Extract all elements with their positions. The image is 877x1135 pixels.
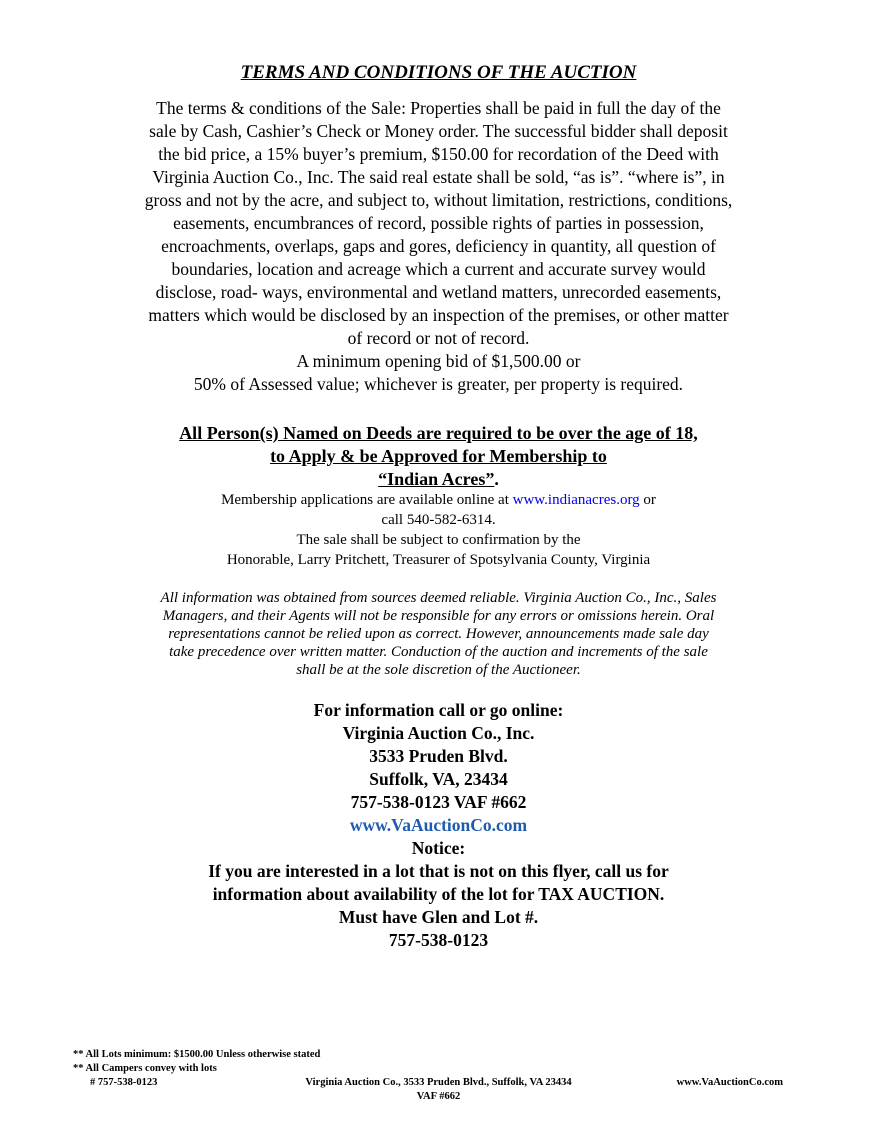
contact-lines (60, 699, 817, 814)
notice-lines (60, 860, 817, 952)
text-line: easements, encumbrances of record, possible rights of parties in possession, (173, 213, 704, 233)
indianacres-link[interactable]: www.indianacres.org (512, 492, 640, 508)
text-line: 757-538-0123 VAF #662 (350, 792, 527, 812)
indian-acres-label: “Indian Acres” (378, 469, 495, 489)
text-line: take precedence over written matter. Conduction of the auction and increments of the sale (169, 644, 708, 660)
text-line: gross and not by the acre, and subject to, without limitation, restrictions, conditions, (144, 190, 733, 210)
text-line: A minimum opening bid of $1,500.00 or (296, 351, 581, 371)
footer-phone: # 757-538-0123 (90, 1077, 158, 1088)
text-line: shall be at the sole discretion of the Auctioneer. (296, 662, 581, 678)
disclaimer-paragraph (60, 589, 817, 679)
text-line: of record or not of record. (347, 328, 530, 348)
footer-website: www.VaAuctionCo.com (676, 1077, 783, 1088)
confirmation-line: The sale shall be subject to confirmation by the (296, 532, 581, 548)
text-line: For information call or go online: (313, 700, 564, 720)
text-line: disclose, road- ways, environmental and wetland matters, unrecorded easements, (155, 282, 722, 302)
text-line: Managers, and their Agents will not be responsible for any errors or omissions herein. Oral (162, 608, 715, 624)
footer-address: Virginia Auction Co., 3533 Pruden Blvd., Suffolk, VA 23434 (305, 1077, 572, 1088)
heading-line-1: All Person(s) Named on Deeds are required to be over the age of 18, (179, 423, 698, 443)
text-line: All information was obtained from sources deemed reliable. Virginia Auction Co., Inc., Sales (160, 590, 717, 606)
membership-applications-line (60, 490, 817, 510)
text-line: 50% of Assessed value; whichever is greater, per property is required. (193, 374, 684, 394)
terms-paragraph (60, 97, 817, 396)
text-line: sale by Cash, Cashier’s Check or Money order. The successful bidder shall deposit (149, 121, 728, 141)
page-title: TERMS AND CONDITIONS OF THE AUCTION (240, 62, 637, 83)
text-line: The terms & conditions of the Sale: Properties shall be paid in full the day of the (156, 98, 721, 118)
text-line: the bid price, a 15% buyer’s premium, $150.00 for recordation of the Deed with (158, 144, 719, 164)
footer-vaf-number: VAF #662 (416, 1091, 461, 1102)
contact-block (60, 699, 817, 952)
membership-phone-line: call 540-582-6314. (381, 512, 496, 528)
vaauctionco-link[interactable]: www.VaAuctionCo.com (349, 815, 528, 835)
text-line: 757-538-0123 (388, 930, 489, 950)
footer-contact-row (0, 1076, 877, 1090)
text-line: information about availability of the lot for TAX AUCTION. (212, 884, 665, 904)
text-line: If you are interested in a lot that is not on this flyer, call us for (208, 861, 669, 881)
text-line: Virginia Auction Co., Inc. (342, 723, 535, 743)
heading-line-2: to Apply & be Approved for Membership to (270, 446, 607, 466)
heading-line-3-period: . (494, 469, 499, 489)
website-line (60, 814, 817, 837)
text-line: boundaries, location and acreage which a current and accurate survey would (171, 259, 706, 279)
notice-label: Notice: (411, 838, 466, 858)
membership-requirement-heading (60, 422, 817, 491)
heading-line-3 (60, 468, 817, 491)
text-line: representations cannot be relied upon as correct. However, announcements made sale day (168, 626, 709, 642)
footer-note-campers: ** All Campers convey with lots (73, 1063, 217, 1074)
treasurer-line: Honorable, Larry Pritchett, Treasurer of Spotsylvania County, Virginia (226, 552, 651, 568)
membership-line-prefix: Membership applications are available online at (221, 492, 513, 508)
footer-note-lots-minimum: ** All Lots minimum: $1500.00 Unless otherwise stated (73, 1049, 321, 1060)
text-line: Must have Glen and Lot #. (338, 907, 539, 927)
footer (0, 1048, 877, 1104)
text-line: Virginia Auction Co., Inc. The said real estate shall be sold, “as is”. “where is”, in (152, 167, 725, 187)
membership-line-suffix: or (639, 492, 656, 508)
text-line: matters which would be disclosed by an inspection of the premises, or other matter (148, 305, 729, 325)
text-line: encroachments, overlaps, gaps and gores, deficiency in quantity, all question of (161, 236, 716, 256)
membership-info-block (60, 490, 817, 570)
text-line: 3533 Pruden Blvd. (369, 746, 508, 766)
text-line: Suffolk, VA, 23434 (369, 769, 508, 789)
